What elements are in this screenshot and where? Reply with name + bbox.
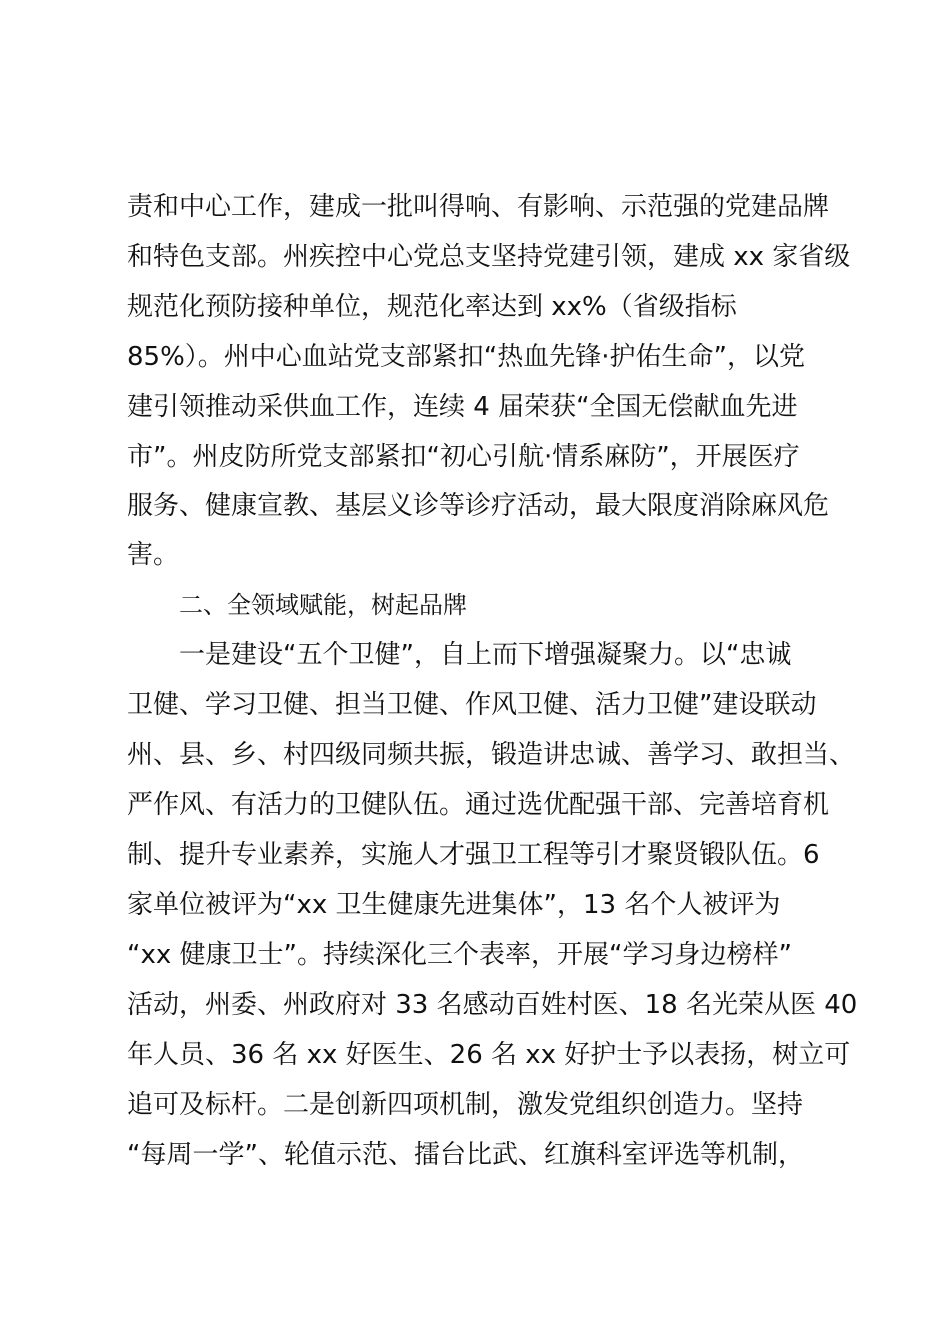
text-line: 服务、健康宣教、基层义诊等诊疗活动，最大限度消除麻风危 bbox=[127, 491, 830, 521]
text-line: 卫健、学习卫健、担当卫健、作风卫健、活力卫健”建设联动 bbox=[127, 690, 817, 720]
text-line: 害。 bbox=[127, 540, 180, 570]
text-line: 85%）。州中心血站党支部紧扣“热血先锋·护佑生命”，以党 bbox=[127, 342, 805, 372]
text-line: 制、提升专业素养，实施人才强卫工程等引才聚贤锻队伍。6 bbox=[127, 840, 820, 870]
text-line: 建引领推动采供血工作，连续 4 届荣获“全国无偿献血先进 bbox=[127, 392, 798, 422]
text-line: 和特色支部。州疾控中心党总支坚持党建引领，建成 xx 家省级 bbox=[127, 242, 851, 272]
text-line: 市”。州皮防所党支部紧扣“初心引航·情系麻防”，开展医疗 bbox=[127, 442, 800, 472]
section-heading: 二、全领域赋能，树起品牌 bbox=[179, 591, 467, 619]
text-line: 严作风、有活力的卫健队伍。通过选优配强干部、完善培育机 bbox=[127, 790, 830, 820]
text-line: “每周一学”、轮值示范、擂台比武、红旗科室评选等机制， bbox=[127, 1140, 804, 1170]
text-line: 一是建设“五个卫健”，自上而下增强凝聚力。以“忠诚 bbox=[179, 640, 792, 670]
text-line: 活动，州委、州政府对 33 名感动百姓村医、18 名光荣从医 40 bbox=[127, 990, 858, 1020]
text-line: 州、县、乡、村四级同频共振，锻造讲忠诚、善学习、敢担当、 bbox=[127, 740, 856, 770]
text-line: 规范化预防接种单位，规范化率达到 xx%（省级指标 bbox=[127, 292, 737, 322]
text-line: 家单位被评为“xx 卫生健康先进集体”，13 名个人被评为 bbox=[127, 890, 781, 920]
text-line: 追可及标杆。二是创新四项机制，激发党组织创造力。坚持 bbox=[127, 1090, 804, 1120]
text-line: 年人员、36 名 xx 好医生、26 名 xx 好护士予以表扬，树立可 bbox=[127, 1040, 851, 1070]
text-line: “xx 健康卫士”。持续深化三个表率，开展“学习身边榜样” bbox=[127, 940, 792, 970]
text-line: 责和中心工作，建成一批叫得响、有影响、示范强的党建品牌 bbox=[127, 192, 830, 222]
